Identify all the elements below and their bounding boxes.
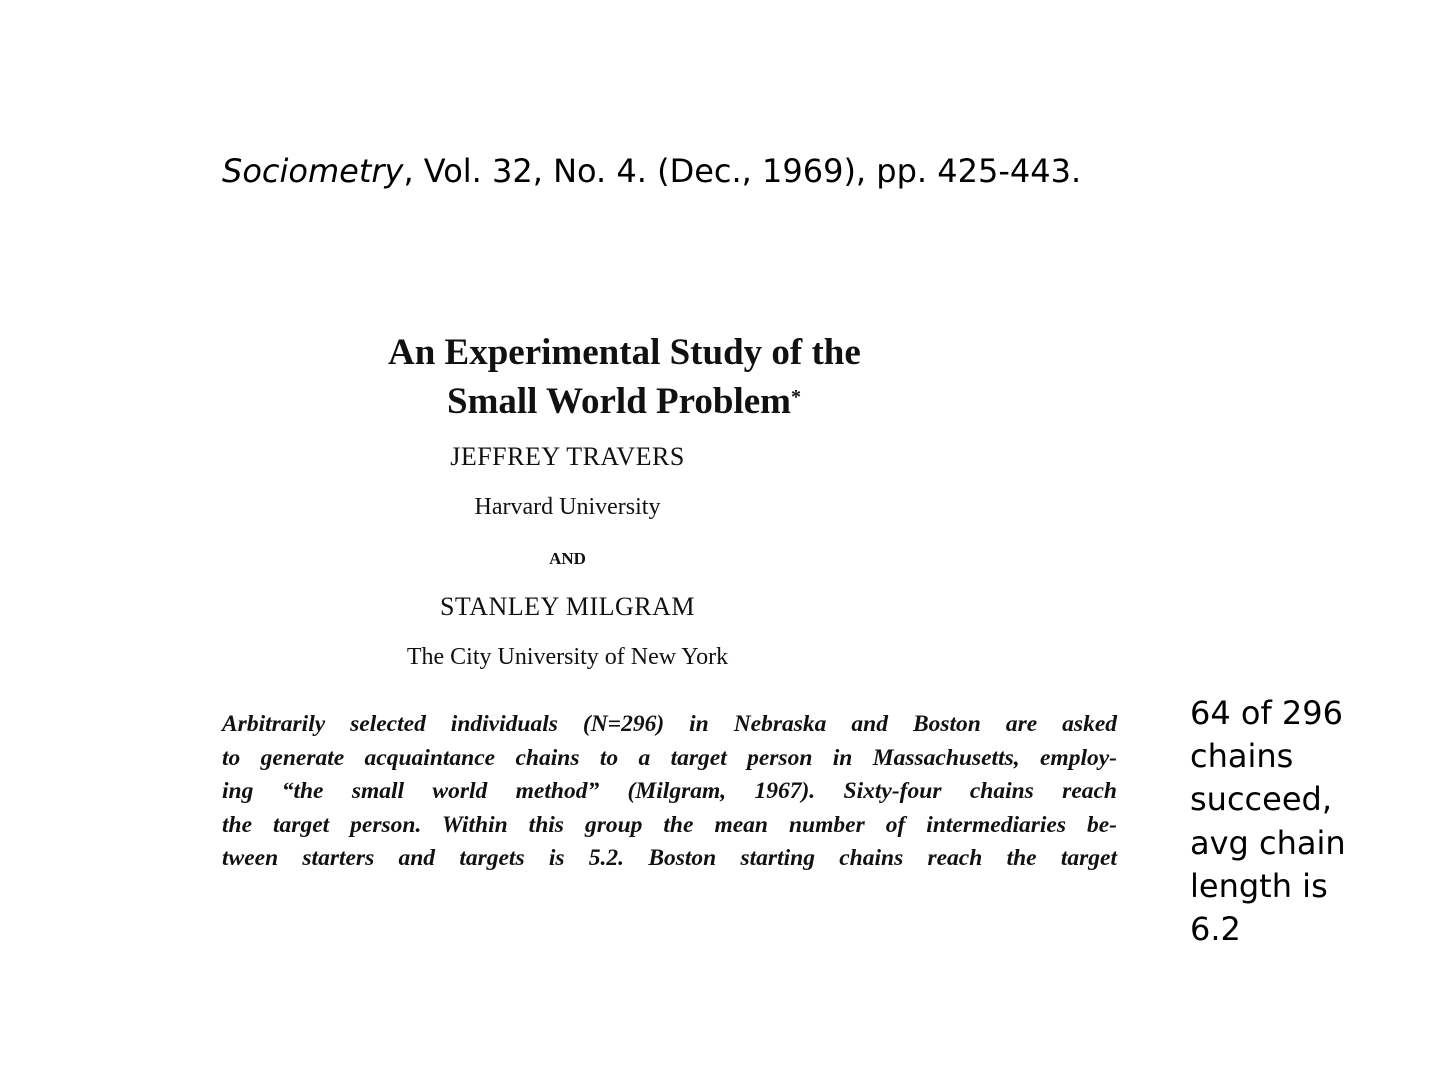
abstract — [222, 708, 1117, 876]
abstract-line: ing “the small world method” (Milgram, 1967). Sixty-four chains reach — [222, 778, 1117, 805]
paper-title-line1: An Experimental Study of the — [388, 332, 861, 373]
author-1: JEFFREY TRAVERS — [450, 442, 685, 471]
citation-details: , Vol. 32, No. 4. (Dec., 1969), pp. 425-443. — [403, 152, 1082, 190]
abstract-line: Arbitrarily selected individuals (N=296) in Nebraska and Boston are asked — [222, 711, 1117, 737]
affiliation-2: The City University of New York — [406, 644, 729, 670]
paper-title-text: Small World Problem — [447, 381, 791, 422]
abstract-line: to generate acquaintance chains to a target person in Massachusetts, employ- — [222, 744, 1117, 771]
abstract-line: tween starters and targets is 5.2. Boston starting chains reach the target — [222, 845, 1117, 872]
citation — [222, 152, 1081, 190]
side-note: 64 of 296 chains succeed, avg chain length is 6.2 — [1190, 694, 1346, 949]
abstract-line: the target person. Within this group the mean number of intermediaries be- — [222, 811, 1117, 838]
author-conjunction: AND — [549, 549, 586, 568]
author-2: STANLEY MILGRAM — [439, 592, 696, 621]
affiliation-1: Harvard University — [474, 494, 661, 520]
footnote-mark: * — [790, 386, 801, 408]
paper-title-line2 — [447, 377, 801, 426]
journal-name: Sociometry — [222, 152, 404, 190]
